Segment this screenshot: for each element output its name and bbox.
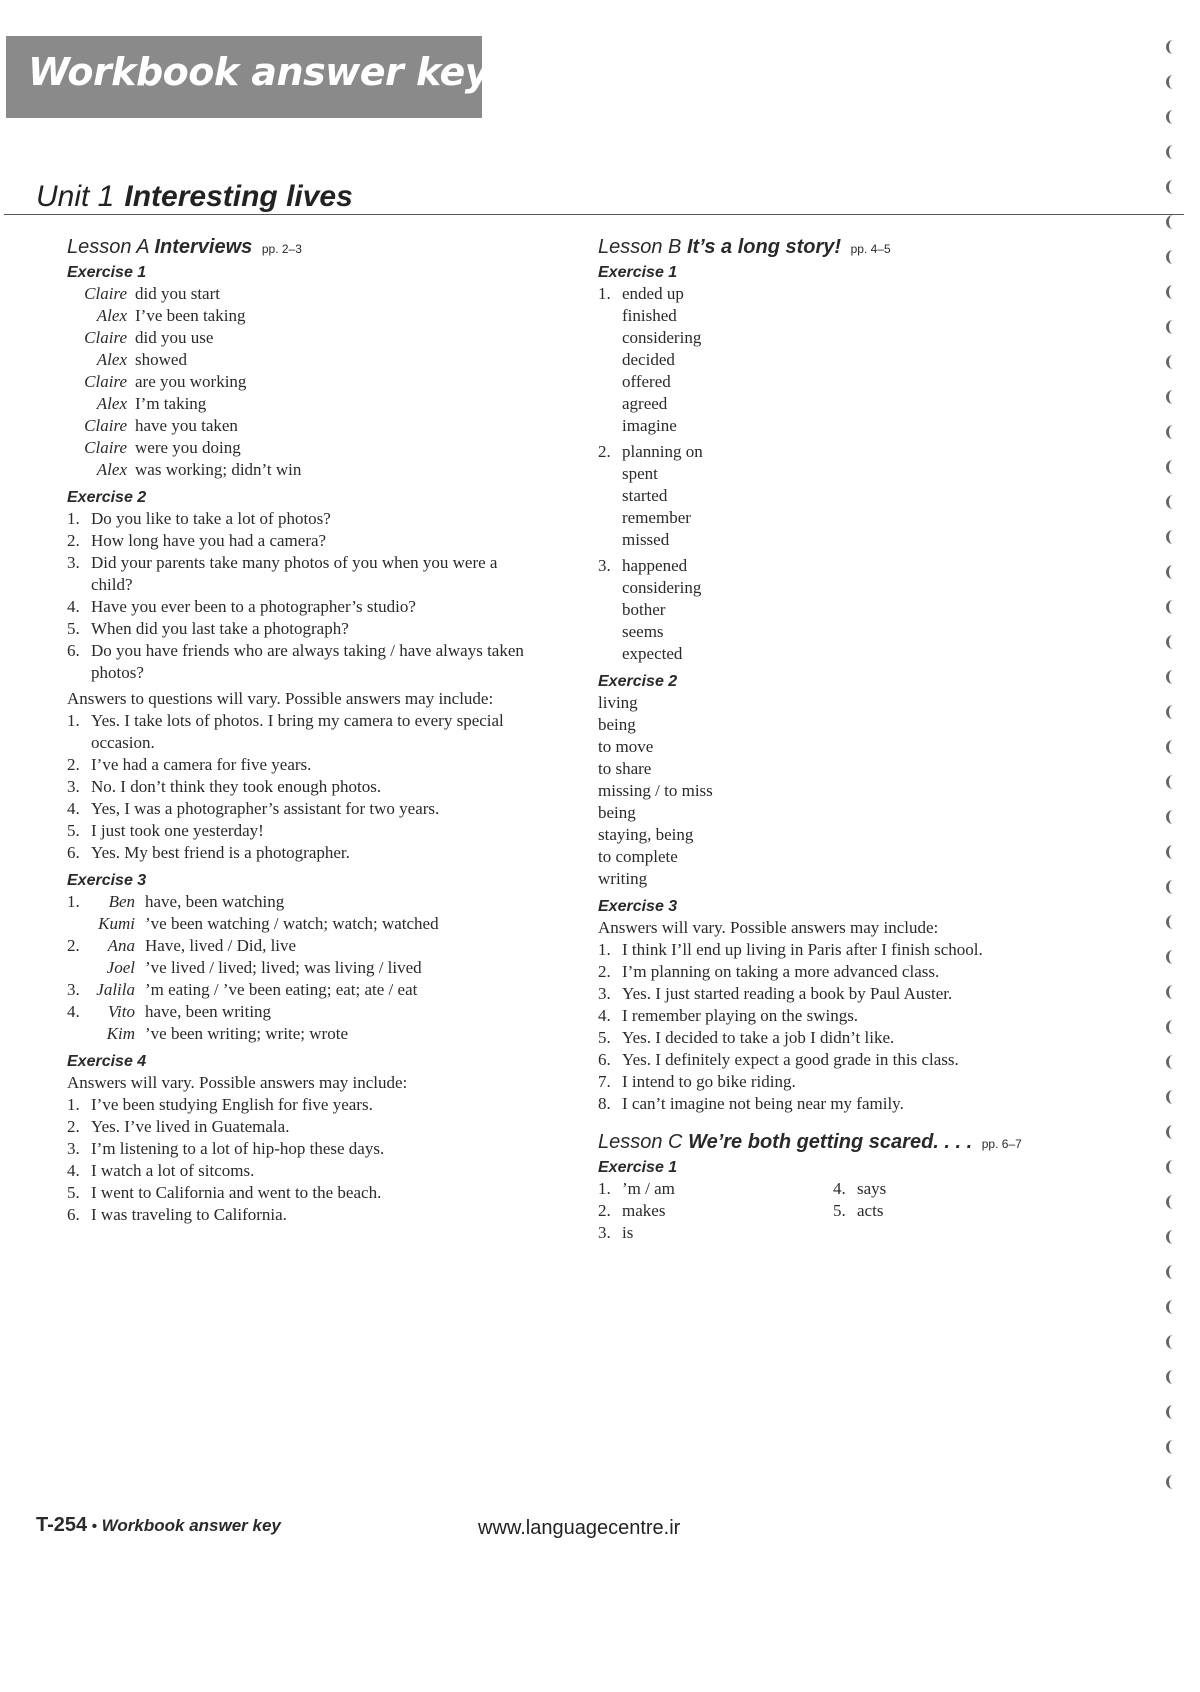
binding-ring xyxy=(1166,425,1179,439)
speaker: Alex xyxy=(96,460,127,479)
lesson-b-exercise-3-title: Exercise 3 xyxy=(598,898,678,915)
footer-separator: • xyxy=(91,1518,98,1535)
binding-ring xyxy=(1166,1300,1179,1314)
lesson-b-label: Lesson B xyxy=(598,236,682,258)
binding-ring xyxy=(1166,810,1179,824)
binding-ring xyxy=(1166,740,1179,754)
lesson-a-exercise-2-note: Answers to questions will vary. Possible answers may include: xyxy=(67,689,494,708)
right-column xyxy=(598,234,1068,1244)
list-item: 2. I’ve had a camera for five years. xyxy=(67,755,312,774)
list-item: 1. Do you like to take a lot of photos? xyxy=(67,509,331,528)
binding-ring xyxy=(1166,950,1179,964)
list-item: 1. ’m / am xyxy=(598,1179,675,1198)
lesson-b-exercise-1-group-3: 3. happened considering bother seems expected xyxy=(598,556,702,663)
page-title: Workbook answer key xyxy=(28,50,489,94)
list-item: 2. makes xyxy=(598,1201,666,1220)
list-item: 3. Did your parents take many photos of you when you were a child? xyxy=(67,553,498,594)
answer: I’ve been taking xyxy=(135,306,246,325)
binding-ring xyxy=(1166,1160,1179,1174)
binding-ring xyxy=(1166,600,1179,614)
list-item: 3. is xyxy=(598,1223,634,1242)
binding-ring xyxy=(1166,460,1179,474)
dialog-row xyxy=(67,415,537,437)
binding-ring xyxy=(1166,705,1179,719)
list-item: 1. Yes. I take lots of photos. I bring my camera to every special occasion. xyxy=(67,711,504,752)
speaker: Claire xyxy=(84,438,127,457)
dialog-row xyxy=(67,305,537,327)
list-item: to move xyxy=(598,737,654,756)
binding-ring xyxy=(1166,1055,1179,1069)
binding-ring xyxy=(1166,285,1179,299)
answer: showed xyxy=(135,350,187,369)
lesson-a-title: Interviews xyxy=(154,236,253,258)
lesson-a-exercise-4-list xyxy=(67,1094,537,1226)
list-item: 6. Yes. I definitely expect a good grade in this class. xyxy=(598,1050,959,1069)
binding-ring xyxy=(1166,565,1179,579)
binding-ring xyxy=(1166,250,1179,264)
unit-divider xyxy=(4,214,1184,215)
list-item: 5. I just took one yesterday! xyxy=(67,821,264,840)
answer: are you working xyxy=(135,372,247,391)
list-item: Kumi ’ve been watching / watch; watch; watched xyxy=(98,914,439,933)
list-item: 2. I’m planning on taking a more advanced class. xyxy=(598,962,940,981)
unit-heading xyxy=(36,180,353,214)
speaker: Alex xyxy=(96,306,127,325)
answer: did you use xyxy=(135,328,214,347)
answer: did you start xyxy=(135,284,220,303)
list-item: 7. I intend to go bike riding. xyxy=(598,1072,796,1091)
binding-ring xyxy=(1166,320,1179,334)
list-item: being xyxy=(598,803,636,822)
speaker: Claire xyxy=(84,372,127,391)
lesson-c-exercise-1-list xyxy=(598,1178,1068,1244)
list-item: 4. Yes, I was a photographer’s assistant for two years. xyxy=(67,799,440,818)
binding-ring xyxy=(1166,880,1179,894)
lesson-b-heading xyxy=(598,234,1068,262)
lesson-a-label: Lesson A xyxy=(67,236,149,258)
list-item: Kim ’ve been writing; write; wrote xyxy=(106,1024,348,1043)
list-item: 1. I’ve been studying English for five years. xyxy=(67,1095,373,1114)
dialog-row xyxy=(67,459,537,481)
lesson-c-exercise-1-title: Exercise 1 xyxy=(598,1159,678,1176)
binding-ring xyxy=(1166,145,1179,159)
list-item: 5. Yes. I decided to take a job I didn’t like. xyxy=(598,1028,895,1047)
binding-ring xyxy=(1166,355,1179,369)
binding-ring xyxy=(1166,530,1179,544)
binding-ring xyxy=(1166,1440,1179,1454)
list-item: 6. I was traveling to California. xyxy=(67,1205,287,1224)
list-item: 5. I went to California and went to the beach. xyxy=(67,1183,382,1202)
dialog-row xyxy=(67,437,537,459)
page-number: T-254 xyxy=(36,1514,88,1536)
answer: have you taken xyxy=(135,416,238,435)
binding-ring xyxy=(1166,495,1179,509)
dialog-row xyxy=(67,283,537,305)
list-item: 3. Yes. I just started reading a book by Paul Auster. xyxy=(598,984,953,1003)
binding-ring xyxy=(1166,635,1179,649)
binding-ring xyxy=(1166,915,1179,929)
list-item: 3. No. I don’t think they took enough photos. xyxy=(67,777,382,796)
binding-ring xyxy=(1166,215,1179,229)
binding-ring xyxy=(1166,180,1179,194)
lesson-c-pages: pp. 6–7 xyxy=(981,1137,1022,1151)
left-column xyxy=(67,234,537,1226)
speaker: Alex xyxy=(96,394,127,413)
lesson-a-exercise-2-title: Exercise 2 xyxy=(67,489,147,506)
lesson-a-exercise-2-questions xyxy=(67,508,537,684)
speaker: Claire xyxy=(84,284,127,303)
binding-ring xyxy=(1166,985,1179,999)
list-item: 3. I’m listening to a lot of hip-hop these days. xyxy=(67,1139,385,1158)
list-item: 5. When did you last take a photograph? xyxy=(67,619,349,638)
lesson-b-exercise-3-list xyxy=(598,939,1068,1115)
list-item: being xyxy=(598,715,636,734)
speaker: Claire xyxy=(84,416,127,435)
lesson-a-exercise-4-note: Answers will vary. Possible answers may include: xyxy=(67,1073,408,1092)
list-item: living xyxy=(598,693,638,712)
list-item: 4. Have you ever been to a photographer’s studio? xyxy=(67,597,416,616)
binding-ring xyxy=(1166,1195,1179,1209)
lesson-c-title: We’re both getting scared. . . . xyxy=(688,1131,973,1153)
list-item: 2. Ana Have, lived / Did, live xyxy=(67,936,297,955)
list-item: 8. I can’t imagine not being near my family. xyxy=(598,1094,904,1113)
lesson-b-pages: pp. 4–5 xyxy=(850,242,891,256)
binding-ring xyxy=(1166,1020,1179,1034)
binding-ring xyxy=(1166,1230,1179,1244)
list-item: to complete xyxy=(598,847,678,866)
binding-ring xyxy=(1166,845,1179,859)
binding-ring xyxy=(1166,1370,1179,1384)
lesson-b-exercise-1-group-1: 1. ended up finished considering decided offered agreed imagine xyxy=(598,284,702,435)
list-item: 4. I remember playing on the swings. xyxy=(598,1006,859,1025)
list-item: 1. I think I’ll end up living in Paris after I finish school. xyxy=(598,940,983,959)
lesson-a-exercise-1-list xyxy=(67,283,537,481)
unit-number: Unit 1 xyxy=(36,180,115,213)
page-footer xyxy=(36,1514,281,1537)
list-item: 2. Yes. I’ve lived in Guatemala. xyxy=(67,1117,290,1136)
binding-ring xyxy=(1166,110,1179,124)
list-item: missing / to miss xyxy=(598,781,713,800)
list-item: 4. says xyxy=(833,1179,887,1198)
binding-ring xyxy=(1166,670,1179,684)
lesson-c-label: Lesson C xyxy=(598,1131,683,1153)
lesson-a-exercise-4-title: Exercise 4 xyxy=(67,1053,147,1070)
list-item: 2. How long have you had a camera? xyxy=(67,531,327,550)
lesson-a-exercise-1-title: Exercise 1 xyxy=(67,264,147,281)
list-item: 3. Jalila ’m eating / ’ve been eating; eat; ate / eat xyxy=(67,980,418,999)
footer-label: Workbook answer key xyxy=(101,1516,281,1535)
lesson-a-heading xyxy=(67,234,537,262)
list-item: to share xyxy=(598,759,652,778)
speaker: Alex xyxy=(96,350,127,369)
binding-ring xyxy=(1166,75,1179,89)
list-item: 1. Ben have, been watching xyxy=(67,892,285,911)
list-item: 4. I watch a lot of sitcoms. xyxy=(67,1161,255,1180)
answer: were you doing xyxy=(135,438,241,457)
lesson-a-exercise-3-title: Exercise 3 xyxy=(67,872,147,889)
binding-ring xyxy=(1166,775,1179,789)
dialog-row xyxy=(67,327,537,349)
lesson-b-exercise-2-title: Exercise 2 xyxy=(598,673,678,690)
binding-ring xyxy=(1166,1475,1179,1489)
lesson-c-heading xyxy=(598,1129,1068,1157)
list-item: Joel ’ve lived / lived; lived; was living / lived xyxy=(106,958,422,977)
website-watermark: www.languagecentre.ir xyxy=(478,1517,681,1539)
binding-ring xyxy=(1166,1335,1179,1349)
unit-name: Interesting lives xyxy=(124,180,353,213)
list-item: writing xyxy=(598,869,648,888)
list-item: 6. Do you have friends who are always taking / have always taken photos? xyxy=(67,641,524,682)
answer: was working; didn’t win xyxy=(135,460,302,479)
spiral-binding xyxy=(1160,40,1190,1540)
lesson-b-exercise-1-title: Exercise 1 xyxy=(598,264,678,281)
answer: I’m taking xyxy=(135,394,207,413)
list-item: 6. Yes. My best friend is a photographer. xyxy=(67,843,350,862)
lesson-b-exercise-2-list xyxy=(598,692,1068,890)
binding-ring xyxy=(1166,40,1179,54)
binding-ring xyxy=(1166,1265,1179,1279)
list-item: staying, being xyxy=(598,825,694,844)
list-item: 4. Vito have, been writing xyxy=(67,1002,272,1021)
binding-ring xyxy=(1166,390,1179,404)
binding-ring xyxy=(1166,1125,1179,1139)
binding-ring xyxy=(1166,1405,1179,1419)
binding-ring xyxy=(1166,1090,1179,1104)
dialog-row xyxy=(67,349,537,371)
lesson-b-exercise-3-note: Answers will vary. Possible answers may include: xyxy=(598,918,939,937)
lesson-a-exercise-3-list xyxy=(67,891,537,1045)
lesson-a-pages: pp. 2–3 xyxy=(261,242,302,256)
dialog-row xyxy=(67,393,537,415)
lesson-b-exercise-1-group-2: 2. planning on spent started remember missed xyxy=(598,442,703,549)
dialog-row xyxy=(67,371,537,393)
list-item: 5. acts xyxy=(833,1201,884,1220)
lesson-b-title: It’s a long story! xyxy=(686,236,842,258)
speaker: Claire xyxy=(84,328,127,347)
lesson-a-exercise-2-answers xyxy=(67,710,537,864)
